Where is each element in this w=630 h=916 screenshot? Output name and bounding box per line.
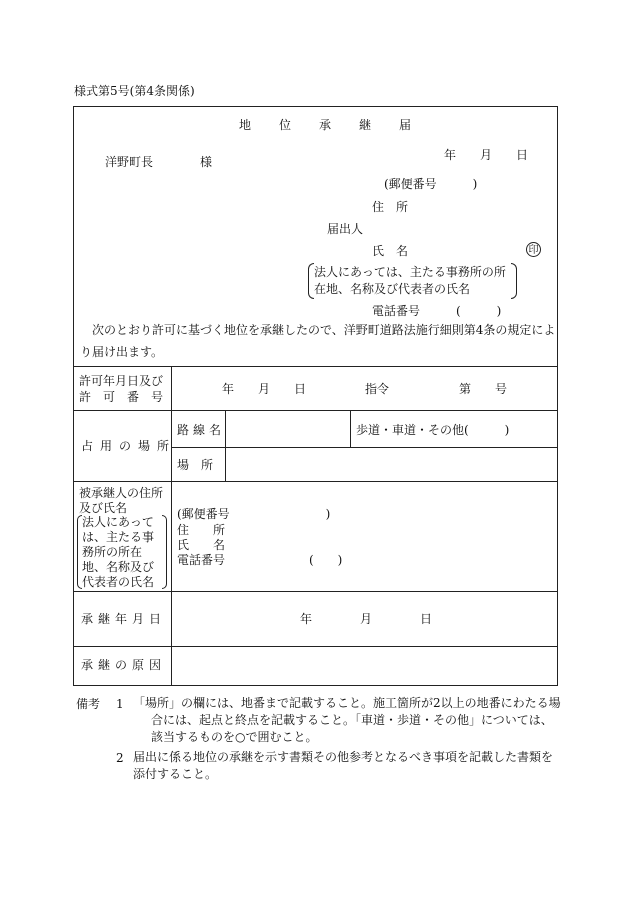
submission-date: 年 月 日 (444, 148, 529, 162)
remarks-label: 備考 (76, 697, 101, 711)
remark-2-text: 届出に係る地位の承継を示す書類その他参考となるべき事項を記載した書類を添付すること。 (133, 750, 554, 781)
predecessor-label-2: 及び氏名 (79, 501, 128, 515)
predecessor-postal-code: (郵便番号 ) (177, 507, 331, 521)
remark-1-number: 1 (116, 697, 124, 711)
notifier-address-label: 住 所 (372, 200, 409, 214)
grid-line (171, 447, 558, 448)
corp-note-brace-right (511, 263, 517, 299)
permit-label-1: 許可年月日及び (79, 374, 164, 388)
addressee: 洋野町長 (105, 155, 154, 169)
succession-date: 年 月 日 (300, 612, 433, 626)
route-name-label: 路線名 (177, 423, 226, 437)
succession-date-label: 承継年月日 (81, 612, 167, 626)
grid-line (350, 410, 351, 447)
notifier-label: 届出人 (327, 222, 364, 236)
corp-note-line-1: 法人にあっては、主たる事務所の所 (314, 265, 506, 279)
succession-cause-label: 承継の原因 (81, 658, 167, 672)
corp-note-line-2: 在地、名称及び代表者の氏名 (314, 282, 471, 296)
form-number: 様式第5号(第4条関係) (74, 84, 195, 98)
remark-2-number: 2 (116, 751, 124, 765)
grid-line (73, 591, 558, 592)
predecessor-name-label: 氏 名 (177, 538, 226, 552)
grid-line (171, 366, 172, 686)
notifier-phone: 電話番号 ( ) (372, 304, 502, 318)
permit-date: 年 月 日 (222, 382, 307, 396)
grid-line (73, 481, 558, 482)
predecessor-phone: 電話番号 ( ) (177, 553, 343, 567)
seal-mark: 印 (526, 242, 541, 257)
permit-label-2: 許 可 番 号 (79, 390, 164, 404)
notifier-name-label: 氏 名 (372, 244, 409, 258)
statement-line-2: り届け出ます。 (80, 345, 164, 359)
permit-number: 第 号 (459, 382, 508, 396)
road-type-options: 歩道・車道・その他( ) (356, 423, 510, 437)
form-title: 地 位 承 継 届 (239, 118, 420, 132)
grid-line (73, 410, 558, 411)
occupancy-place-label: 占用の場所 (81, 439, 177, 453)
notifier-postal-code: (郵便番号 ) (384, 177, 478, 191)
predecessor-address-label: 住 所 (177, 523, 226, 537)
statement-line-1: 次のとおり許可に基づく地位を承継したので、洋野町道路法施行細則第4条の規定によ (92, 323, 556, 337)
permit-directive: 指令 (365, 382, 390, 396)
grid-line (73, 366, 558, 367)
place-label: 場 所 (177, 458, 214, 472)
predecessor-label-1: 被承継人の住所 (79, 486, 164, 500)
predecessor-corp-note: 法人にあっては、主たる事務所の所在地、名称及び代表者の氏名 (82, 515, 155, 589)
grid-line (73, 646, 558, 647)
remark-1-text: 「場所」の欄には、地番まで記載すること。施工箇所が2以上の地番にわたる場合には、起点と終点を記載すること。「車道・歩道・その他」については、該当するものを○で囲むこと。 (133, 696, 561, 744)
grid-line (225, 410, 226, 481)
honorific: 様 (200, 155, 213, 169)
